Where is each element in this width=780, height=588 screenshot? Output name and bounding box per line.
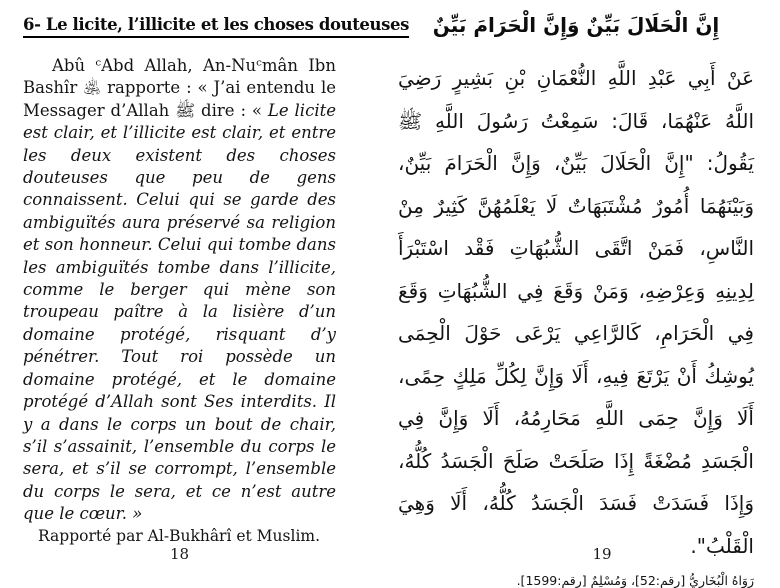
page-right-arabic <box>398 0 754 588</box>
narration-intro-french: Abû ᶜAbd Allah, An-Nuᶜmân Ibn Bashîr ﵁ rapporte : « J’ai entendu le Messager d’Allah ﷺ dire : « <box>23 56 336 120</box>
hadith-quote-french: Le licite est clair, et l’illicite est clair, et entre les deux existent des choses douteuses que peu de gens connaissent. Celui qui se garde des ambiguïtés aura préservé sa religion et son honneur. Celui qui tombe dans les ambiguïtés tombe dans l’illicite, comme le berger qui mène son troupeau paître à la lisière d’un domaine protégé, risquant d’y pénétrer. Tout roi possède un domaine protégé, et le domaine protégé d’Allah sont Ses interdits. Il y a dans le corps un bout de chair, s’il s’assainit, l’ensemble du corps le sera, et s’il se corrompt, l’ensemble du corps le sera, et ce n’est autre que le cœur. » <box>23 100 336 524</box>
page-left-french <box>23 0 410 574</box>
source-reference-arabic: رَوَاهُ الْبُخَارِيُّ [رقم:52]، وَمُسْلِمٌ [رقم:1599]. <box>516 573 754 588</box>
page-number-left: 18 <box>169 545 190 563</box>
attribution-french: Rapporté par Al-Bukhârî et Muslim. <box>38 526 321 545</box>
hadith-text-arabic: عَنْ أَبِي عَبْدِ اللَّهِ النُّعْمَانِ بْنِ بَشِيرٍ رَضِيَ اللَّهُ عَنْهُمَا، قَالَ: سَمِعْتُ رَسُولَ اللَّهِ ﷺ يَقُولُ: "إِنَّ الْحَلَالَ بَيِّنٌ، وَإِنَّ الْحَرَامَ بَيِّنٌ، وَبَيْنَهُمَا أُمُورٌ مُشْتَبَهَاتٌ لَا يَعْلَمُهُنَّ كَثِيرٌ مِنْ النَّاسِ، فَمَنْ اتَّقَى الشُّبُهَاتِ فَقْد اسْتَبْرَأَ لِدِينِهِ وَعِرْضِهِ، وَمَنْ وَقَعَ فِي الشُّبُهَاتِ وَقَعَ فِي الْحَرَامِ، كَالرَّاعِي يَرْعَى حَوْلَ الْحِمَى يُوشِكُ أَنْ يَرْتَعَ فِيهِ، أَلَا وَإِنَّ لِكُلِّ مَلِكٍ حِمًى، أَلَا وَإِنَّ حِمَى اللَّهِ مَحَارِمُهُ، أَلَا وَإِنَّ فِي الْجَسَدِ مُضْغَةً إِذَا صَلَحَتْ صَلَحَ الْجَسَدُ كُلُّهُ، وَإِذَا فَسَدَتْ فَسَدَ الْجَسَدُ كُلُّهُ، أَلَا وَهِيَ الْقَلْبُ". <box>398 66 754 558</box>
page-number-right: 19 <box>592 545 612 563</box>
hadith-paragraph-french <box>23 55 336 526</box>
hadith-title-arabic: إِنَّ الْحَلَالَ بَيِّنٌ وَإِنَّ الْحَرَامَ بَيِّنٌ <box>432 13 720 37</box>
chapter-title-french: 6- Le licite, l’illicite et les choses douteuses <box>23 15 409 38</box>
